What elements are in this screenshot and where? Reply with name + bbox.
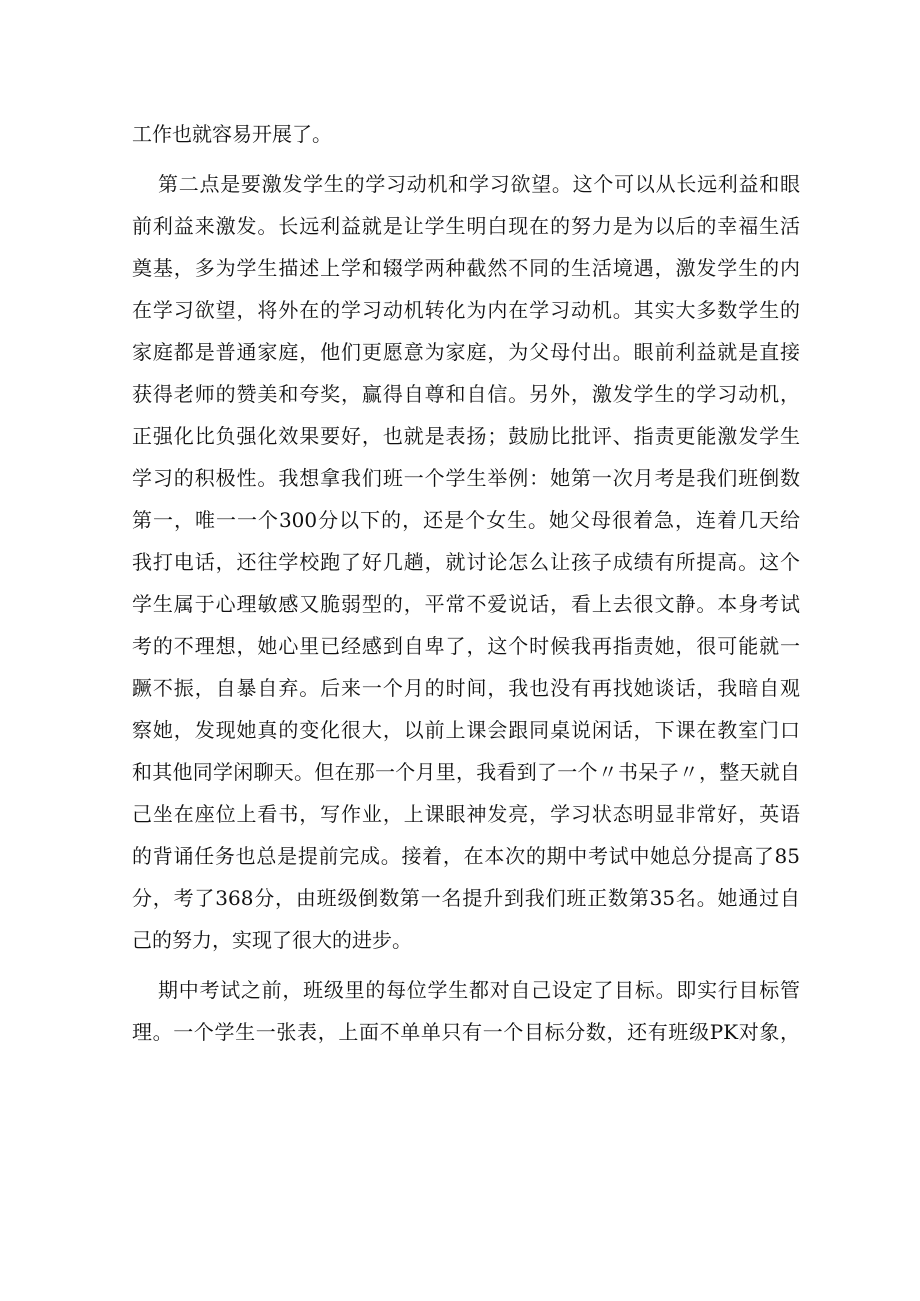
paragraph-line: 蹶不振，自暴自弃。后来一个月的时间，我也没有再找她谈话，我暗自观 <box>132 676 800 700</box>
paragraph-line: 学生属于心理敏感又脆弱型的，平常不爱说话，看上去很文静。本身考试 <box>132 592 800 616</box>
paragraph-line: 第一，唯一一个300分以下的，还是个女生。她父母很着急，连着几天给 <box>132 508 800 532</box>
paragraph-line: 己坐在座位上看书，写作业，上课眼神发亮，学习状态明显非常好，英语 <box>132 802 800 826</box>
paragraph-line: 察她，发现她真的变化很大，以前上课会跟同桌说闲话，下课在教室门口 <box>132 718 800 742</box>
paragraph-line: 我打电话，还往学校跑了好几趟，就讨论怎么让孩子成绩有所提高。这个 <box>132 550 800 574</box>
paragraph-line: 己的努力，实现了很大的进步。 <box>132 928 412 952</box>
paragraph-line: 工作也就容易开展了。 <box>132 122 332 146</box>
paragraph-line: 考的不理想，她心里已经感到自卑了，这个时候我再指责她，很可能就一 <box>132 634 800 658</box>
paragraph-line: 期中考试之前，班级里的每位学生都对自己设定了目标。即实行目标管 <box>158 978 800 1002</box>
paragraph-line: 第二点是要激发学生的学习动机和学习欲望。这个可以从长远利益和眼 <box>158 172 800 196</box>
paragraph-line: 的背诵任务也总是提前完成。接着，在本次的期中考试中她总分提高了85 <box>132 844 800 868</box>
paragraph-line: 学习的积极性。我想拿我们班一个学生举例：她第一次月考是我们班倒数 <box>132 466 800 490</box>
paragraph-line: 和其他同学闲聊天。但在那一个月里，我看到了一个〃书呆子〃，整天就自 <box>132 760 800 784</box>
paragraph-line: 正强化比负强化效果要好，也就是表扬；鼓励比批评、指责更能激发学生 <box>132 424 800 448</box>
paragraph-line: 奠基，多为学生描述上学和辍学两种截然不同的生活境遇，激发学生的内 <box>132 256 800 280</box>
paragraph-line: 家庭都是普通家庭，他们更愿意为家庭，为父母付出。眼前利益就是直接 <box>132 340 800 364</box>
paragraph-line: 在学习欲望，将外在的学习动机转化为内在学习动机。其实大多数学生的 <box>132 298 800 322</box>
paragraph-line: 分，考了368分，由班级倒数第一名提升到我们班正数第35名。她通过自 <box>132 886 800 910</box>
paragraph-line: 获得老师的赞美和夸奖，赢得自尊和自信。另外，激发学生的学习动机， <box>132 382 800 406</box>
paragraph-line: 前利益来激发。长远利益就是让学生明白现在的努力是为以后的幸福生活 <box>132 214 800 238</box>
paragraph-line: 理。一个学生一张表，上面不单单只有一个目标分数，还有班级PK对象， <box>132 1020 800 1044</box>
